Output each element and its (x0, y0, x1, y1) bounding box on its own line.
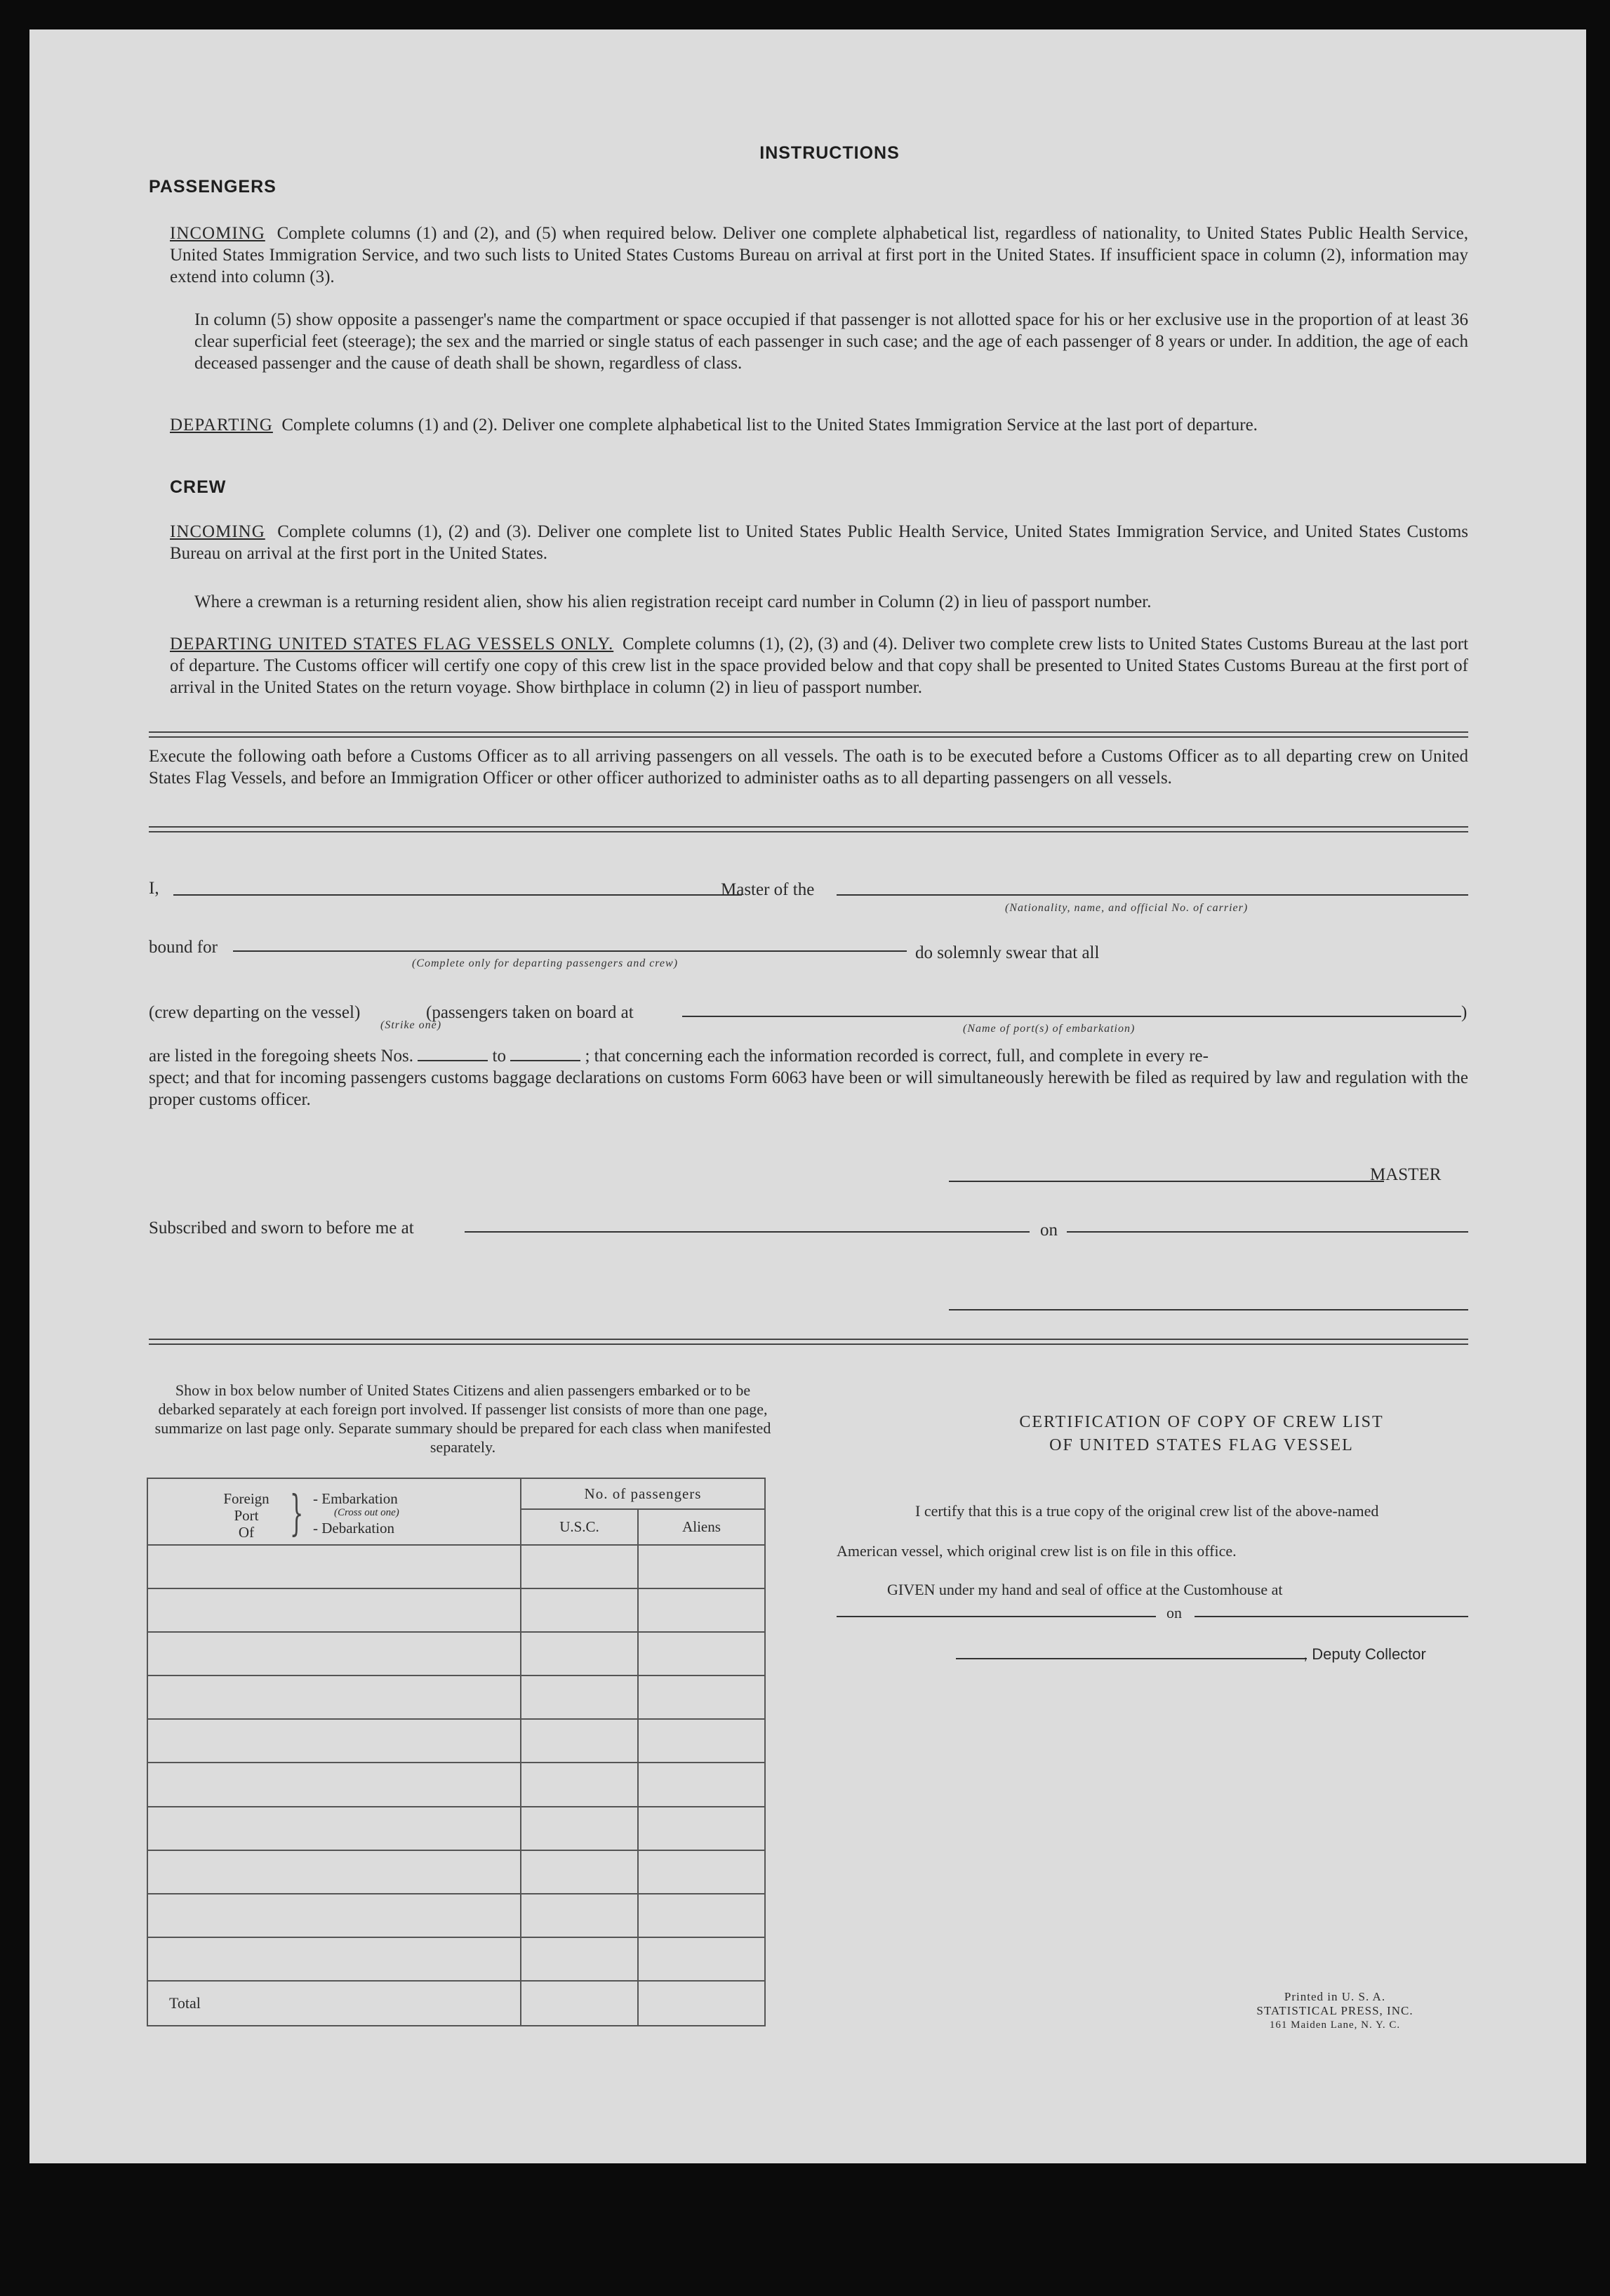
port-cell[interactable] (147, 1894, 521, 1937)
sheet-from-field[interactable] (418, 1060, 488, 1061)
table-row (147, 1937, 765, 1981)
table-row (147, 1719, 765, 1763)
usc-cell[interactable] (521, 1545, 638, 1588)
customhouse-field[interactable] (837, 1616, 1156, 1617)
aliens-cell[interactable] (638, 1763, 765, 1806)
port-cell[interactable] (147, 1675, 521, 1719)
passengers-departing-paragraph (170, 414, 1468, 436)
listed-line (149, 1045, 1468, 1067)
crew-departing-option[interactable]: (crew departing on the vessel) (149, 1003, 361, 1022)
instructions-title: INSTRUCTIONS (759, 143, 900, 163)
table-row (147, 1588, 765, 1632)
usc-cell[interactable] (521, 1894, 638, 1937)
passengers-column5-paragraph: In column (5) show opposite a passenger's name the compartment or space occupied if that passenger is not allotted space for his or her exclusive use in the proportion of at least 36 clear superficial feet (steerage); the sex and the married or single status of each passenger in such case; and the age of each passenger of 8 years or under. In addition, the age of each deceased passenger and the cause of death shall be shown, regardless of class. (194, 310, 1468, 373)
port-cell[interactable] (147, 1719, 521, 1763)
table-row (147, 1807, 765, 1850)
crew-incoming-paragraph (170, 521, 1468, 564)
passengers-incoming-paragraph (170, 223, 1468, 288)
vessel-text: American vessel, which original crew list is on file in this office. (837, 1542, 1237, 1560)
usc-cell[interactable] (521, 1807, 638, 1850)
bound-caption: (Complete only for departing passengers and crew) (412, 957, 679, 969)
deputy-label: , Deputy Collector (1303, 1645, 1426, 1663)
aliens-cell[interactable] (638, 1850, 765, 1894)
usc-cell[interactable] (521, 1850, 638, 1894)
crew-departing-text: Complete columns (1), (2), (3) and (4). Deliver two complete crew lists to United States Customs Bureau at the last port of departure. The Customs officer will certify one copy of this crew list in the space provided below and that copy shall be presented to United States Customs Bureau at the first port of arrival in the United States on the return voyage. Show birthplace in column (2) in lieu of passport number. (170, 635, 1469, 697)
usc-header: U.S.C. (521, 1509, 638, 1545)
aliens-cell[interactable] (638, 1937, 765, 1981)
usc-cell[interactable] (521, 1675, 638, 1719)
port-cell[interactable] (147, 1850, 521, 1894)
usc-total-cell[interactable] (521, 1981, 638, 2026)
printer-imprint (1230, 1990, 1440, 2032)
subscribed-label: Subscribed and sworn to before me at (149, 1219, 414, 1237)
oath-intro: Execute the following oath before a Customs Officer as to all arriving passengers on all vessels. The oath is to be executed before a Customs Officer as to all departing crew on United States Flag Vessels, and before an Immigration Officer or other officer authorized to administer oaths as to all departing passengers on all vessels. (149, 747, 1468, 788)
oath-divider (149, 826, 1468, 832)
port-cell[interactable] (147, 1763, 521, 1806)
embarkation-port-field[interactable] (682, 1016, 1461, 1017)
aliens-cell[interactable] (638, 1545, 765, 1588)
crew-incoming-text: Complete columns (1), (2) and (3). Deliver one complete list to United States Public Health Service, United States Immigration Service, and United States Customs Bureau on arrival at the first port in the United States. (170, 522, 1468, 563)
port-cell[interactable] (147, 1545, 521, 1588)
aliens-cell[interactable] (638, 1894, 765, 1937)
table-row (147, 1763, 765, 1806)
carrier-field[interactable] (837, 894, 1468, 896)
crew-departing-label: DEPARTING UNITED STATES FLAG VESSELS ONLY. (170, 635, 614, 653)
crew-departing-paragraph (170, 633, 1468, 698)
passenger-summary-table (147, 1478, 766, 2026)
passengers-taken-option[interactable]: (passengers taken on board at (426, 1003, 634, 1022)
master-of-label: Master of the (721, 880, 815, 899)
foreign-port-label: Foreign Port Of (223, 1489, 270, 1541)
aliens-cell[interactable] (638, 1588, 765, 1632)
cert-date-field[interactable] (1195, 1616, 1468, 1617)
swear-label: do solemnly swear that all (915, 943, 1100, 962)
table-row (147, 1850, 765, 1894)
passengers-departing-label: DEPARTING (170, 416, 273, 434)
passengers-incoming-label: INCOMING (170, 224, 265, 243)
bound-for-field[interactable] (233, 950, 907, 952)
listed-text2: spect; and that for incoming passengers customs baggage declarations on customs Form 6063 have been or will simultaneously herewith be filed as required by law and regulation with the proper customs officer. (149, 1068, 1468, 1109)
passengers-incoming-text: Complete columns (1) and (2), and (5) when required below. Deliver one complete alphabetical list, regardless of nationality, to United States Public Health Service, United States Immigration Service, and two such lists to United States Customs Bureau on arrival at first port in the United States. If insufficient space in column (2), information may extend into column (3). (170, 224, 1469, 286)
brace-icon: } (289, 1485, 304, 1541)
close-paren: ) (1461, 1003, 1468, 1022)
port-header-cell (147, 1478, 521, 1545)
aliens-total-cell[interactable] (638, 1981, 765, 2026)
usc-cell[interactable] (521, 1937, 638, 1981)
sheet-to-field[interactable] (510, 1060, 580, 1061)
usc-cell[interactable] (521, 1632, 638, 1675)
aliens-cell[interactable] (638, 1807, 765, 1850)
crew-incoming-label: INCOMING (170, 522, 265, 541)
printer-line3: 161 Maiden Lane, N. Y. C. (1269, 2019, 1401, 2031)
port-caption: (Name of port(s) of embarkation) (963, 1023, 1136, 1035)
section-divider (149, 731, 1468, 738)
sworn-on-label: on (1040, 1221, 1058, 1240)
printer-line2: STATISTICAL PRESS, INC. (1256, 2004, 1413, 2017)
port-cell[interactable] (147, 1588, 521, 1632)
given-text: GIVEN under my hand and seal of office at the Customhouse at (887, 1581, 1283, 1598)
carrier-caption: (Nationality, name, and official No. of carrier) (1005, 902, 1249, 914)
officer-signature-field[interactable] (949, 1309, 1468, 1310)
cert-on-label: on (1166, 1604, 1182, 1621)
certify-text: I certify that this is a true copy of the original crew list of the above-named (915, 1502, 1379, 1520)
table-row (147, 1545, 765, 1588)
passengers-heading: PASSENGERS (149, 177, 277, 197)
passengers-departing-text: Complete columns (1) and (2). Deliver one complete alphabetical list to the United States Immigration Service at the last port of departure. (281, 416, 1258, 434)
deputy-signature-field[interactable] (956, 1658, 1307, 1659)
master-label: MASTER (1370, 1165, 1442, 1184)
usc-cell[interactable] (521, 1763, 638, 1806)
aliens-header: Aliens (638, 1509, 765, 1545)
total-row (147, 1981, 765, 2026)
certification-title (949, 1411, 1454, 1457)
crew-resident-paragraph: Where a crewman is a returning resident alien, show his alien registration receipt card number in Column (2) in lieu of passport number. (194, 592, 1152, 611)
aliens-cell[interactable] (638, 1719, 765, 1763)
strike-caption: (Strike one) (380, 1019, 442, 1031)
cross-out-caption: (Cross out one) (334, 1506, 399, 1518)
table-row (147, 1894, 765, 1937)
port-cell[interactable] (147, 1937, 521, 1981)
bound-for-label: bound for (149, 938, 218, 957)
embarkation-label: - Embarkation (313, 1489, 398, 1507)
form-page (29, 29, 1586, 2163)
aliens-cell[interactable] (638, 1675, 765, 1719)
port-cell[interactable] (147, 1632, 521, 1675)
printer-line1: Printed in U. S. A. (1284, 1990, 1386, 2003)
listed-post: ; that concerning each the information recorded is correct, full, and complete in every re- (585, 1047, 1209, 1066)
sworn-at-field[interactable] (465, 1231, 1030, 1233)
table-row (147, 1632, 765, 1675)
port-cell[interactable] (147, 1807, 521, 1850)
sworn-date-field[interactable] (1067, 1231, 1468, 1233)
crew-heading: CREW (170, 477, 227, 497)
no-passengers-header: No. of passengers (521, 1478, 765, 1509)
summary-instructions: Show in box below number of United States Citizens and alien passengers embarked or to be debarked separately at each foreign port involved. If passenger list consists of more than one page, summarize on last page only. Separate summary should be prepared for each class when manifested separately. (154, 1381, 771, 1456)
usc-cell[interactable] (521, 1719, 638, 1763)
oath-bottom-divider (149, 1339, 1468, 1345)
listed-pre: are listed in the foregoing sheets Nos. (149, 1047, 413, 1066)
cert-title-line1: CERTIFICATION OF COPY OF CREW LIST (1019, 1413, 1384, 1431)
total-label: Total (147, 1981, 521, 2026)
master-signature-field[interactable] (949, 1181, 1384, 1182)
oath-i-label: I, (149, 879, 159, 898)
debarkation-label: - Debarkation (313, 1519, 395, 1537)
cert-title-line2: OF UNITED STATES FLAG VESSEL (1049, 1436, 1354, 1454)
master-name-field[interactable] (173, 894, 742, 896)
listed-to: to (492, 1047, 506, 1066)
aliens-cell[interactable] (638, 1632, 765, 1675)
table-row (147, 1675, 765, 1719)
usc-cell[interactable] (521, 1588, 638, 1632)
